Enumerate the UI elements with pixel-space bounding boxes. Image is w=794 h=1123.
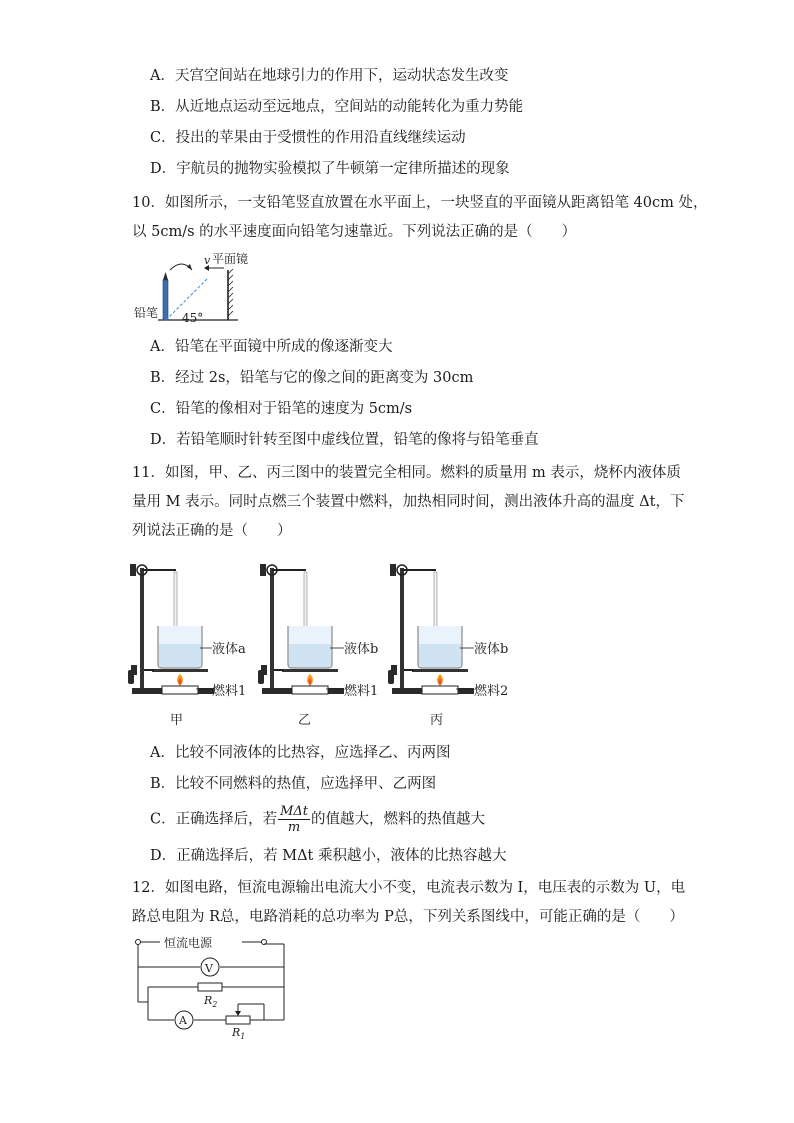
fig2-liquid-label: 液体b: [344, 642, 379, 657]
angle-label: 45°: [182, 311, 204, 325]
q11-option-d: D．正确选择后，若 MΔt 乘积越小，液体的比热容越大: [150, 848, 507, 864]
mirror-label: 平面镜: [212, 252, 249, 266]
fig1-fuel-label: 燃料1: [212, 684, 247, 699]
fraction-m-dt-over-m: $\frac{\text{MΔt}}{m}$: [280, 804, 309, 835]
q11-stem-line3: 列说法正确的是（ ）: [132, 523, 292, 539]
q10-stem-line2: 以 5cm/s 的水平速度面向铅笔匀速靠近。下列说法正确的是（ ）: [132, 224, 577, 240]
fig1-liquid-label: 液体a: [212, 642, 246, 657]
fig3-liquid-label: 液体b: [474, 642, 509, 657]
velocity-label: v: [204, 254, 211, 267]
fig3-caption: 丙: [430, 713, 444, 728]
pencil: [163, 280, 168, 320]
q9-option-b: B．从近地点运动至远地点，空间站的动能转化为重力势能: [150, 99, 524, 115]
q9-option-d: D．宇航员的抛物实验模拟了牛顿第一定律所描述的现象: [150, 161, 510, 177]
q11-option-c: [150, 804, 485, 835]
q9-option-a: A．天宫空间站在地球引力的作用下，运动状态发生改变: [150, 68, 509, 84]
q11-option-c-pre: C．正确选择后，若: [150, 811, 278, 828]
q12-stem-line2: 路总电阻为 R总，电路消耗的总功率为 P总，下列关系图线中，可能正确的是（ ）: [132, 909, 684, 925]
r1-label: $R_1$: [232, 1026, 246, 1041]
q11-option-c-post: 的值越大，燃料的热值越大: [311, 811, 486, 828]
heating-apparatus-figures: [118, 552, 538, 732]
fig2-fuel-label: 燃料1: [344, 684, 379, 699]
q10-option-b: B．经过 2s，铅笔与它的像之间的距离变为 30cm: [150, 370, 474, 386]
fig3-fuel-label: 燃料2: [474, 684, 509, 699]
q10-stem-line1: 10．如图所示，一支铅笔竖直放置在水平面上，一块竖直的平面镜从距离铅笔 40cm 处，: [132, 195, 708, 211]
q10-option-c: C．铅笔的像相对于铅笔的速度为 5cm/s: [150, 401, 413, 417]
q12-stem-line1: 12．如图电路，恒流电源输出电流大小不变，电流表示数为 I，电压表的示数为 U，电: [132, 880, 686, 896]
ammeter-label: A: [179, 1014, 187, 1027]
mirror-pencil-figure: [130, 248, 260, 328]
pencil-label: 铅笔: [134, 306, 159, 320]
q11-option-b: B．比较不同燃料的热值，应选择甲、乙两图: [150, 776, 437, 792]
q11-option-a: A．比较不同液体的比热容，应选择乙、丙两图: [150, 745, 451, 761]
q10-option-d: D．若铅笔顺时针转至图中虚线位置，铅笔的像将与铅笔垂直: [150, 432, 539, 448]
fig1-caption: 甲: [170, 713, 184, 728]
fig2-caption: 乙: [298, 713, 312, 728]
q11-stem-line2: 量用 M 表示。同时点燃三个装置中燃料，加热相同时间，测出液体升高的温度 Δt，下: [132, 494, 685, 510]
source-label: 恒流电源: [164, 936, 213, 950]
voltmeter-label: V: [205, 962, 213, 975]
q10-option-a: A．铅笔在平面镜中所成的像逐渐变大: [150, 339, 393, 355]
r2-label: $R_2$: [204, 994, 218, 1009]
q11-stem-line1: 11．如图，甲、乙、丙三图中的装置完全相同。燃料的质量用 m 表示，烧杯内液体质: [132, 465, 681, 481]
circuit-figure: [124, 932, 304, 1042]
q9-option-c: C．投出的苹果由于受惯性的作用沿直线继续运动: [150, 130, 466, 146]
